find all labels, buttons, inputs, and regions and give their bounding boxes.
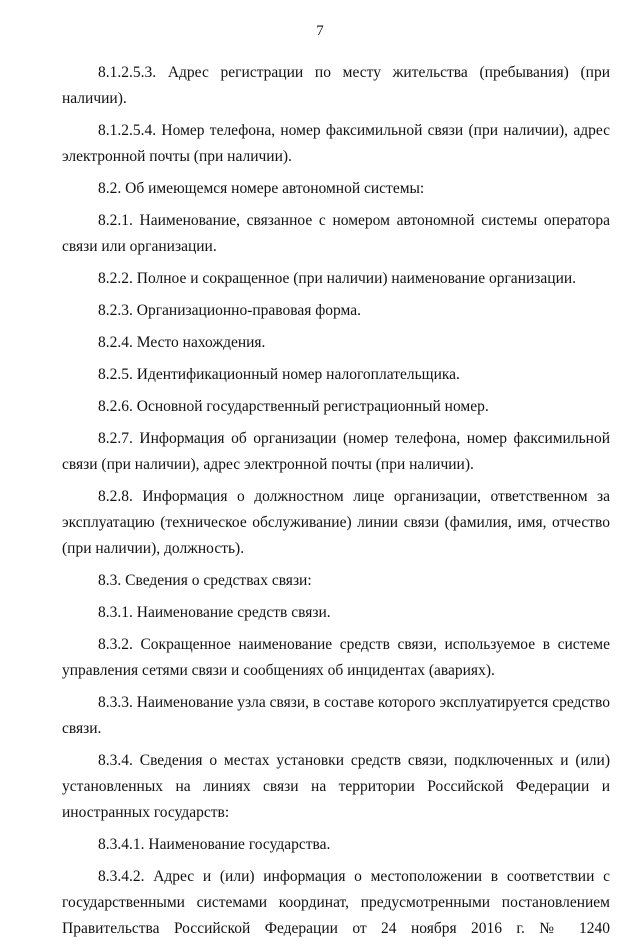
paragraph-8-2-8: 8.2.8. Информация о должностном лице организации, ответственном за эксплуатацию (техническое обслуживание) линии связи (фамилия, имя, отчество (при наличии), должность).: [62, 488, 610, 557]
paragraph-8-3: 8.3. Сведения о средствах связи:: [98, 572, 312, 589]
paragraph-8-2-5: 8.2.5. Идентификационный номер налогоплательщика.: [98, 366, 460, 383]
paragraph-8-3-1: 8.3.1. Наименование средств связи.: [98, 604, 331, 621]
document-body: [62, 60, 610, 948]
paragraph-8-2-4: 8.2.4. Место нахождения.: [98, 334, 266, 351]
page-number: 7: [316, 23, 324, 39]
paragraph-8-1-2-5-4: 8.1.2.5.4. Номер телефона, номер факсимильной связи (при наличии), адрес электронной почты (при наличии).: [62, 122, 610, 165]
paragraph-8-2-3: 8.2.3. Организационно-правовая форма.: [98, 302, 362, 319]
paragraph-8-2: 8.2. Об имеющемся номере автономной системы:: [98, 180, 425, 197]
paragraph-8-3-4-2: 8.3.4.2. Адрес и (или) информация о местоположении в соответствии с государственными системами координат, предусмотренными постановлением Правительства Российской Федерации от 24 ноября 2016 г. № 1240: [62, 868, 610, 937]
paragraph-8-1-2-5-3: 8.1.2.5.3. Адрес регистрации по месту жительства (пребывания) (при наличии).: [62, 64, 610, 107]
paragraph-8-2-7: 8.2.7. Информация об организации (номер телефона, номер факсимильной связи (при наличии), адрес электронной почты (при наличии).: [62, 430, 610, 473]
paragraph-8-3-4: 8.3.4. Сведения о местах установки средств связи, подключенных и (или) установленных на линиях связи на территории Российской Федерации и иностранных государств:: [62, 752, 610, 821]
paragraph-8-2-2: 8.2.2. Полное и сокращенное (при наличии) наименование организации.: [98, 270, 577, 287]
paragraph-8-3-2: 8.3.2. Сокращенное наименование средств связи, используемое в системе управления сетями связи и сообщениях об инцидентах (авариях).: [62, 636, 610, 679]
paragraph-8-2-6: 8.2.6. Основной государственный регистрационный номер.: [98, 398, 489, 415]
paragraph-8-2-1: 8.2.1. Наименование, связанное с номером автономной системы оператора связи или организации.: [62, 212, 610, 255]
paragraph-8-3-3: 8.3.3. Наименование узла связи, в составе которого эксплуатируется средство связи.: [62, 694, 610, 737]
paragraph-8-3-4-1: 8.3.4.1. Наименование государства.: [98, 836, 331, 853]
